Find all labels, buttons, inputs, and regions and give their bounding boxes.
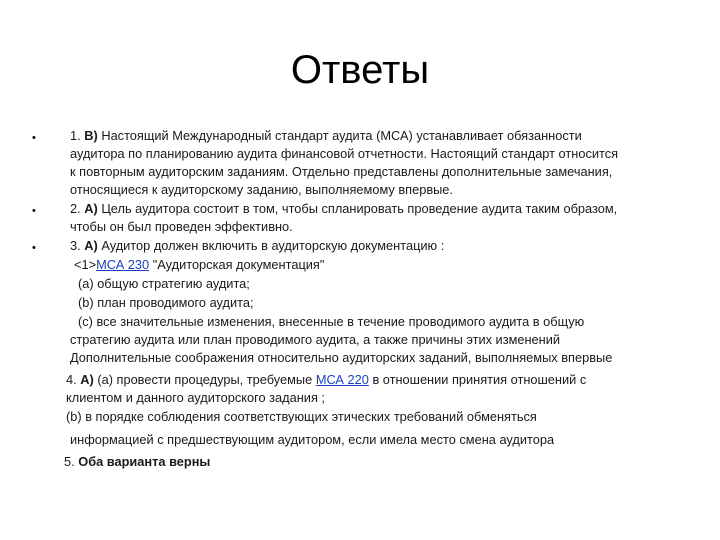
answer-3-letter: А)	[84, 238, 98, 253]
slide-title: Ответы	[290, 48, 430, 92]
answer-1-line	[70, 128, 582, 145]
answer-3-line: (b) план проводимого аудита;	[78, 295, 254, 310]
answer-3-line: (a) общую стратегию аудита;	[78, 276, 250, 291]
answer-5-text: Оба варианта верны	[78, 454, 211, 469]
answer-4-text-cont: в отношении принятия отношений с	[372, 372, 587, 387]
answer-1-line: к повторным аудиторским заданиям. Отдельно представлены дополнительные замечания,	[70, 164, 613, 179]
answer-4-letter: А)	[80, 372, 94, 387]
answer-3-ref-prefix: <1>	[74, 257, 97, 272]
answer-2-number: 2.	[70, 201, 81, 216]
answer-3-ref-title: "Аудиторская документация"	[152, 257, 325, 272]
answer-3-number: 3.	[70, 238, 81, 253]
isa-220-link[interactable]: МСА 220	[315, 372, 369, 387]
bullet-marker: •	[32, 205, 36, 217]
answer-4-line: информацией с предшествующим аудитором, если имела место смена аудитора	[70, 432, 555, 447]
answer-3-line: Дополнительные соображения относительно аудиторских заданий, выполняемых впервые	[70, 350, 613, 365]
answer-1-letter: В)	[84, 128, 98, 143]
answer-1-line: относящиеся к аудиторскому заданию, выполняемому впервые.	[70, 182, 453, 197]
answer-4-line: клиентом и данного аудиторского задания ;	[66, 390, 325, 405]
bullet-marker: •	[32, 132, 36, 144]
answer-3-line	[74, 257, 324, 274]
isa-230-link[interactable]: МСА 230	[96, 257, 150, 272]
answer-2-letter: А)	[84, 201, 98, 216]
answer-3-line	[70, 238, 444, 255]
answer-4-number: 4.	[66, 372, 77, 387]
answer-3-text: Аудитор должен включить в аудиторскую документацию :	[101, 238, 445, 253]
answer-4-line: (b) в порядке соблюдения соответствующих этических требований обменяться	[66, 409, 537, 424]
bullet-marker: •	[32, 242, 36, 254]
answer-1-text: Настоящий Международный стандарт аудита (МСА) устанавливает обязанности	[101, 128, 582, 143]
answer-2-line: чтобы он был проведен эффективно.	[70, 219, 293, 234]
answer-5-line	[64, 454, 210, 471]
answer-2-line	[70, 201, 617, 218]
answer-3-line: (c) все значительные изменения, внесенные в течение проводимого аудита в общую	[78, 314, 585, 329]
answer-4-text: (a) провести процедуры, требуемые	[97, 372, 313, 387]
answer-2-text: Цель аудитора состоит в том, чтобы спланировать проведение аудита таким образом,	[101, 201, 618, 216]
answer-1-line: аудитора по планированию аудита финансовой отчетности. Настоящий стандарт относится	[70, 146, 619, 161]
answer-1-number: 1.	[70, 128, 81, 143]
answer-5-number: 5.	[64, 454, 75, 469]
answer-3-line: стратегию аудита или план проводимого аудита, а также причины этих изменений	[70, 332, 561, 347]
answer-4-line	[66, 372, 586, 389]
